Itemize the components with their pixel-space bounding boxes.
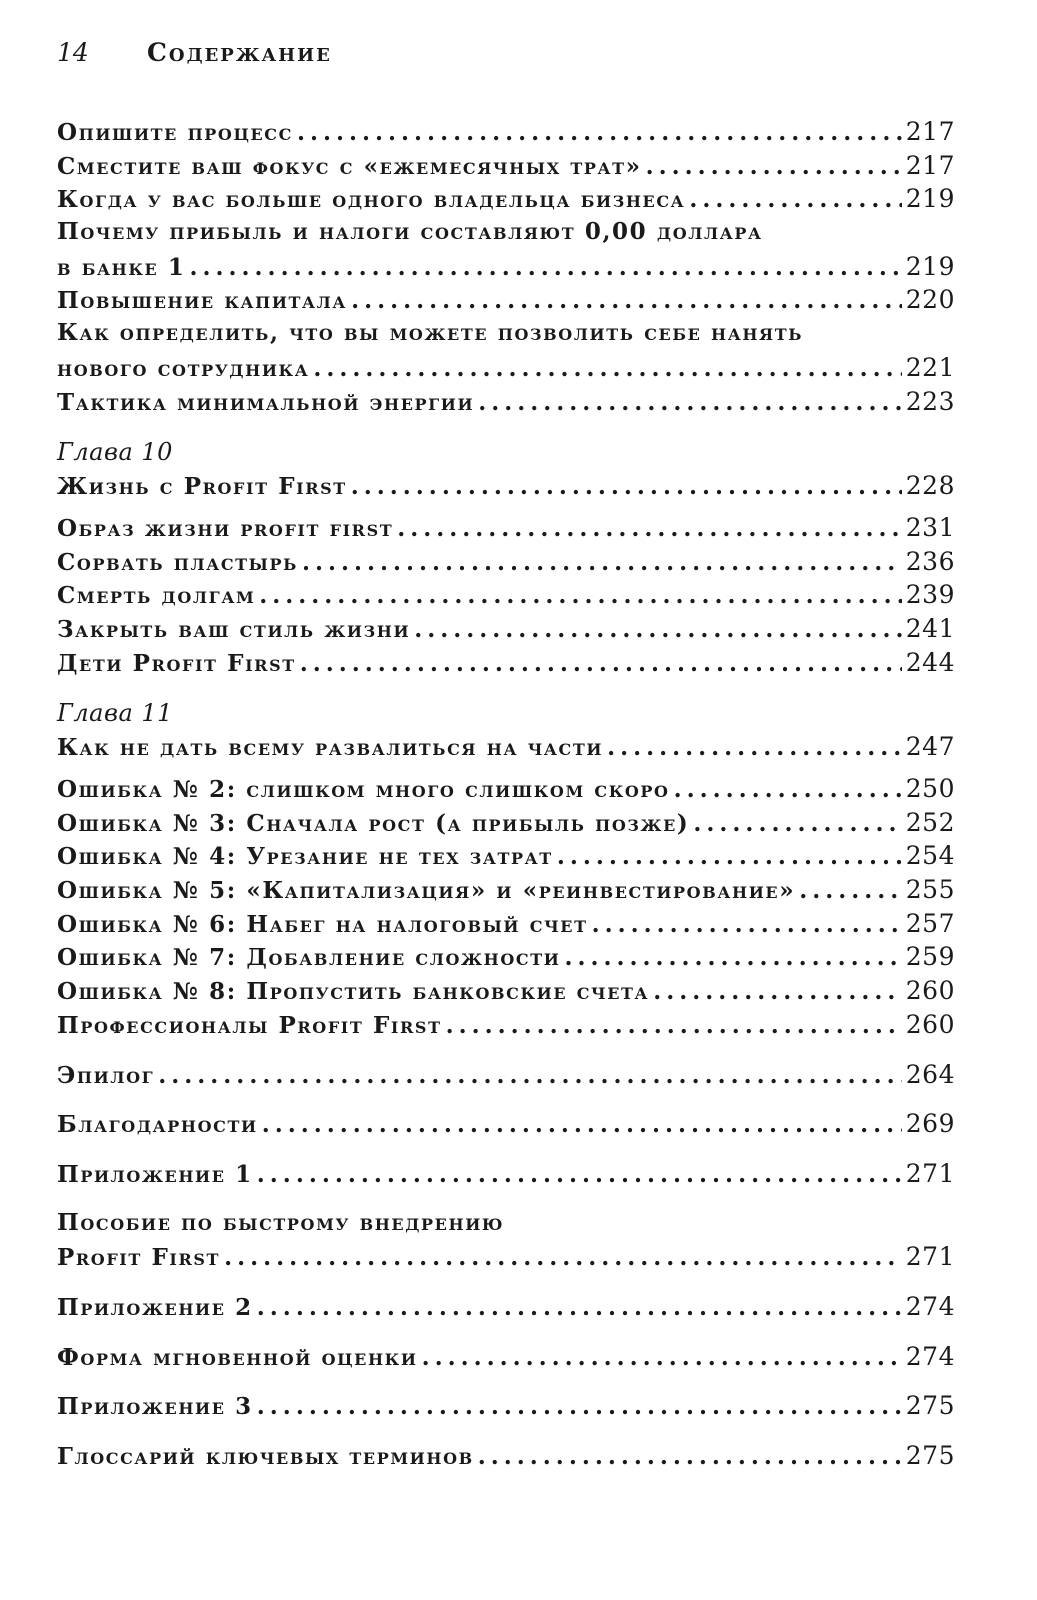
toc-entry-label: Тактика минимальной энергии bbox=[57, 388, 475, 416]
toc-entry-label: Профессионалы Profit First bbox=[57, 1011, 442, 1039]
chapter-title bbox=[57, 732, 955, 766]
toc-entry-first-line: Почему прибыль и налоги составляют 0,00 доллара bbox=[57, 218, 763, 246]
toc-entry-page: 274 bbox=[905, 1291, 955, 1321]
toc-entry-label: нового сотрудника bbox=[57, 354, 310, 382]
toc-entry-page: 221 bbox=[905, 352, 955, 382]
leader-dots bbox=[592, 911, 902, 938]
toc-entry-page: 271 bbox=[905, 1158, 955, 1188]
toc-entry-page: 217 bbox=[905, 117, 955, 146]
leader-dots bbox=[257, 1161, 902, 1188]
toc-entry-label: Дети Profit First bbox=[57, 649, 296, 677]
toc-entry-label: Образ жизни profit first bbox=[57, 514, 394, 542]
leader-dots bbox=[646, 153, 902, 180]
toc-entry bbox=[57, 580, 955, 614]
toc-entry-page: 252 bbox=[905, 807, 955, 837]
toc-entry-page: 244 bbox=[905, 647, 955, 677]
toc-entry bbox=[57, 808, 955, 842]
leader-dots bbox=[158, 1062, 902, 1089]
spacer bbox=[57, 505, 955, 513]
leader-dots bbox=[653, 978, 902, 1005]
toc-entry-label: Сорвать пластырь bbox=[57, 548, 298, 576]
toc-entry bbox=[57, 513, 955, 547]
toc-entry bbox=[57, 1391, 955, 1425]
toc-entry-label: Глоссарий ключевых терминов bbox=[57, 1443, 474, 1470]
toc-entry-page: 275 bbox=[905, 1391, 955, 1421]
spacer bbox=[57, 1425, 955, 1441]
toc-entry bbox=[57, 1292, 955, 1326]
toc-entry-label: Приложение 2 bbox=[57, 1293, 253, 1321]
running-head bbox=[57, 38, 332, 67]
toc-entry-label: Закрыть ваш стиль жизни bbox=[57, 615, 411, 643]
toc-entry bbox=[57, 909, 955, 943]
toc-entry-page: 241 bbox=[905, 613, 955, 643]
toc-entry bbox=[57, 1060, 955, 1094]
toc-entry-label: Как не дать всему развалиться на части bbox=[57, 734, 604, 762]
toc-entry-label: Приложение 1 bbox=[57, 1160, 253, 1188]
toc-entry-page: 228 bbox=[905, 471, 955, 501]
toc-entry-first-line: Как определить, что вы можете позволить себе нанять bbox=[57, 319, 804, 347]
toc-entry-first-line: Пособие по быстрому внедрению bbox=[57, 1208, 505, 1236]
toc-entry bbox=[57, 387, 955, 421]
leader-dots bbox=[257, 1294, 902, 1321]
leader-dots bbox=[351, 473, 902, 500]
toc-entry bbox=[57, 547, 955, 581]
toc-entry-page: 236 bbox=[905, 546, 955, 576]
toc-entry-page: 219 bbox=[905, 184, 955, 214]
toc-entry bbox=[57, 252, 955, 286]
toc-entry-page: 254 bbox=[905, 841, 955, 871]
leader-dots bbox=[557, 843, 902, 870]
toc-entry bbox=[57, 875, 955, 909]
toc-entry-page: 260 bbox=[905, 976, 955, 1006]
toc-entry-label: Ошибка № 8: Пропустить банковские счета bbox=[57, 978, 650, 1006]
spacer bbox=[57, 1093, 955, 1109]
leader-dots bbox=[674, 776, 902, 803]
toc-entry-label: Сместите ваш фокус с «ежемесячных трат» bbox=[57, 152, 642, 180]
chapter-label: Глава 11 bbox=[57, 699, 173, 728]
toc-entry-label: Приложение 3 bbox=[57, 1393, 253, 1421]
toc-entry-label: Жизнь с Profit First bbox=[57, 473, 347, 501]
toc-entry-label: в банке 1 bbox=[57, 253, 186, 281]
toc-entry-label: Смерть долгам bbox=[57, 582, 256, 610]
chapter-label: Глава 10 bbox=[57, 438, 173, 467]
leader-dots bbox=[607, 734, 902, 761]
toc-entry-label: Profit First bbox=[57, 1244, 221, 1272]
leader-dots bbox=[302, 549, 902, 576]
leader-dots bbox=[422, 1344, 902, 1371]
toc-entry-label: Повышение капитала bbox=[57, 287, 348, 315]
leader-dots bbox=[799, 877, 902, 904]
toc-entry-page: 260 bbox=[905, 1009, 955, 1039]
leader-dots bbox=[446, 1012, 902, 1039]
toc-entry-page: 255 bbox=[905, 875, 955, 905]
spacer bbox=[57, 766, 955, 774]
toc-entry-label: Ошибка № 4: Урезание не тех затрат bbox=[57, 843, 553, 871]
chapter-title bbox=[57, 471, 955, 505]
toc-entry bbox=[57, 184, 955, 218]
toc-entry bbox=[57, 942, 955, 976]
leader-dots bbox=[224, 1244, 902, 1271]
toc-entry-page: 259 bbox=[905, 942, 955, 972]
toc-entry-page: 220 bbox=[905, 285, 955, 315]
leader-dots bbox=[297, 119, 902, 146]
toc-entry-page: 257 bbox=[905, 908, 955, 938]
leader-dots bbox=[397, 515, 902, 542]
toc-entry-page: 269 bbox=[905, 1109, 955, 1139]
leader-dots bbox=[190, 254, 902, 281]
spacer bbox=[57, 1193, 955, 1209]
toc-entry-page: 275 bbox=[905, 1441, 955, 1470]
toc-entry bbox=[57, 648, 955, 682]
leader-dots bbox=[262, 1111, 902, 1138]
toc-entry-page: 239 bbox=[905, 580, 955, 610]
leader-dots bbox=[259, 582, 902, 609]
leader-dots bbox=[693, 810, 901, 837]
toc-entry-page: 217 bbox=[905, 150, 955, 180]
leader-dots bbox=[313, 355, 901, 382]
toc-entry-label: Ошибка № 7: Добавление сложности bbox=[57, 944, 561, 972]
toc-entry-page: 250 bbox=[905, 774, 955, 803]
toc-entry bbox=[57, 841, 955, 875]
toc-entry bbox=[57, 1109, 955, 1143]
leader-dots bbox=[414, 616, 902, 643]
toc-entry bbox=[57, 117, 955, 151]
toc-entry-label: Когда у вас больше одного владельца бизнеса bbox=[57, 186, 686, 214]
toc-entry bbox=[57, 976, 955, 1010]
toc-entry-label: Ошибка № 2: слишком много слишком скоро bbox=[57, 776, 670, 803]
spacer bbox=[57, 1375, 955, 1391]
leader-dots bbox=[689, 186, 901, 213]
toc-entry bbox=[57, 151, 955, 185]
page-number: 14 bbox=[57, 38, 89, 67]
toc-entry bbox=[57, 1441, 955, 1475]
toc-entry-page: 271 bbox=[905, 1242, 955, 1272]
spacer bbox=[57, 1044, 955, 1060]
toc-entry bbox=[57, 774, 955, 808]
spacer bbox=[57, 1326, 955, 1342]
toc-entry-page: 264 bbox=[905, 1059, 955, 1089]
toc-entry-label: Ошибка № 6: Набег на налоговый счет bbox=[57, 910, 588, 938]
spacer bbox=[57, 1276, 955, 1292]
table-of-contents bbox=[57, 117, 955, 1475]
toc-entry-page: 219 bbox=[905, 251, 955, 281]
toc-entry bbox=[57, 353, 955, 387]
toc-entry-label: Благодарности bbox=[57, 1111, 258, 1139]
toc-entry-label: Ошибка № 5: «Капитализация» и «реинвестирование» bbox=[57, 877, 796, 905]
leader-dots bbox=[478, 1443, 902, 1470]
toc-entry-label: Эпилог bbox=[57, 1061, 155, 1089]
toc-entry-label: Опишите процесс bbox=[57, 119, 293, 146]
toc-entry bbox=[57, 1010, 955, 1044]
toc-entry-label: Форма мгновенной оценки bbox=[57, 1343, 418, 1371]
toc-entry-page: 223 bbox=[905, 386, 955, 416]
leader-dots bbox=[257, 1393, 902, 1420]
leader-dots bbox=[478, 389, 902, 416]
spacer bbox=[57, 1143, 955, 1159]
toc-entry bbox=[57, 1242, 955, 1276]
toc-entry-page: 274 bbox=[905, 1341, 955, 1371]
toc-entry-label: Ошибка № 3: Сначала рост (а прибыль позже) bbox=[57, 809, 690, 837]
leader-dots bbox=[300, 650, 902, 677]
toc-entry bbox=[57, 614, 955, 648]
page-title: Содержание bbox=[147, 38, 332, 67]
leader-dots bbox=[564, 944, 901, 971]
toc-entry-page: 247 bbox=[905, 732, 955, 762]
toc-entry bbox=[57, 1342, 955, 1376]
toc-entry bbox=[57, 1159, 955, 1193]
leader-dots bbox=[351, 287, 902, 314]
toc-entry-page: 231 bbox=[905, 512, 955, 542]
toc-entry bbox=[57, 285, 955, 319]
